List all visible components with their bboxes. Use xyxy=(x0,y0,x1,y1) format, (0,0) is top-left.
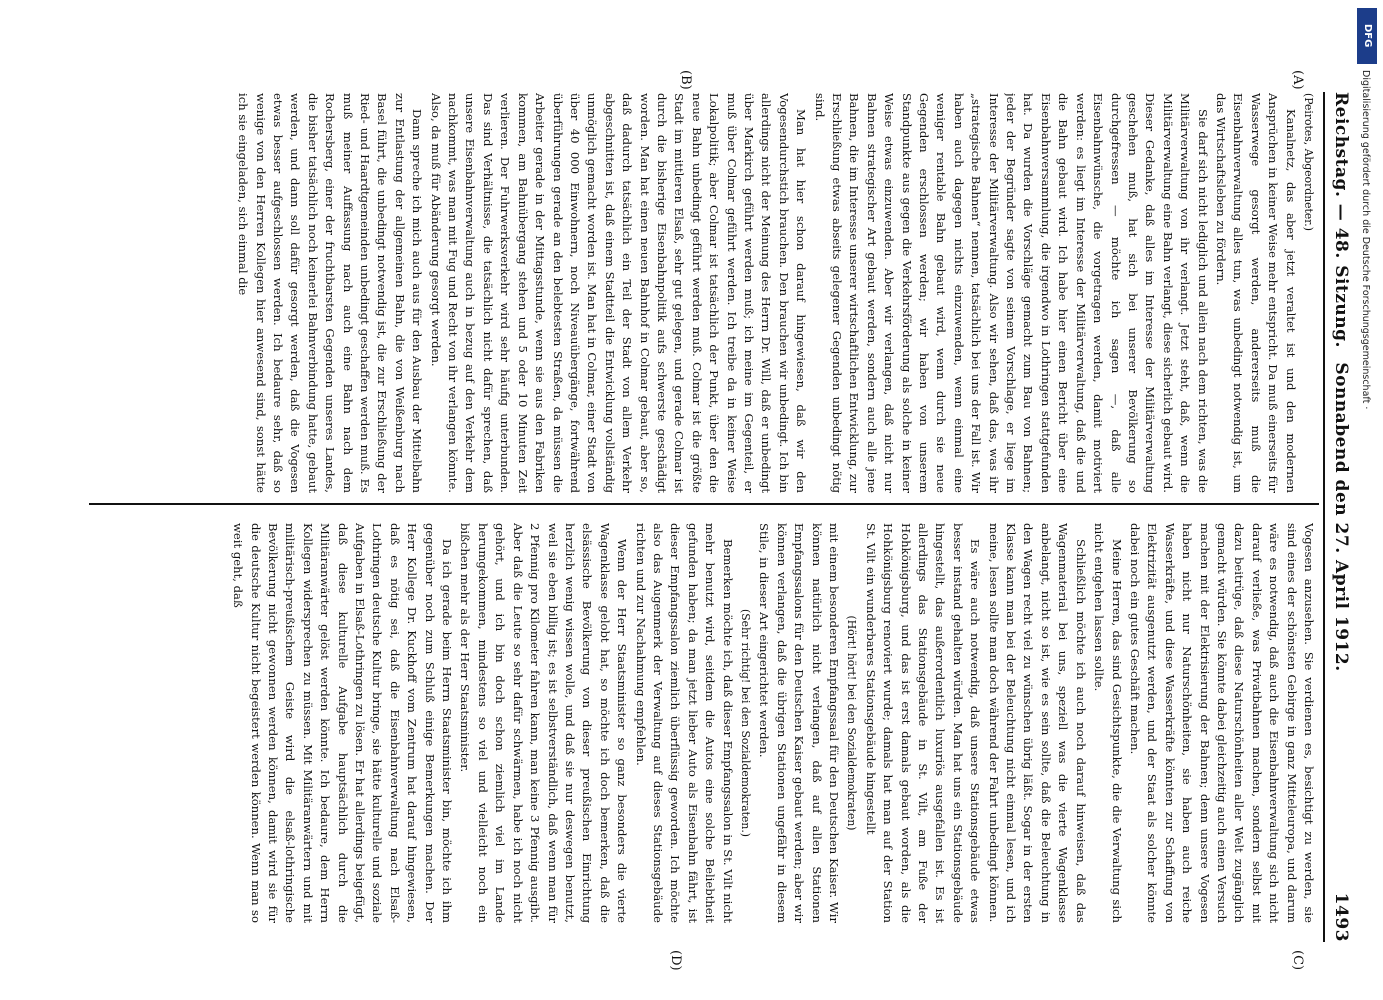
header-rule xyxy=(1323,92,1325,942)
paragraph: Sie darf sich nicht lediglich und allein nach dem richten, was die Militärverwaltung von ihr verlangt. Jetzt steht, daß, wenn die Militärverwaltung eine Bahn verlangt, diese sicherlich gebaut wird. Dieser Gedanke, daß alles im Interesse der Militärverwaltung geschehen muß, hat sich bei unserer Bevölkerung so durchgefressen — möchte ich sagen —, daß alle Eisenbahnwünsche, die vorgetragen werden, damit motiviert werden: es liegt im Interesse der Militärverwaltung, daß die und die Bahn gebaut wird. Ich habe hier einen Bericht über eine Eisenbahnversammlung, die irgendwo in Lothringen stattgefunden hat. Da wurden die Vorschläge gemacht zum Bau von Bahnen; jeder der Begründer sagte von seinem Vorschlage, er liege im Interesse der Militärverwaltung. Also wir sehen, daß das, was ihr „strategische Bahnen“ nennen, tatsächlich bei uns der Fall ist. Wir haben auch dagegen nichts einzuwenden, wenn einmal eine weniger rentable Bahn gebaut wird, wenn durch sie neue Gegenden erschlossen werden; wir haben von unserem Standpunkte aus gegen die Verkehrsförderung als solche in keiner Weise etwas einzuwenden. Aber wir verlangen, daß nicht nur Bahnen strategischer Art gebaut werden, sondern auch alle jene Bahnen, die im Interesse unserer wirtschaftlichen Entwicklung, zur Erschließung etwas abseits gelegener Gegenden unbedingt nötig sind. xyxy=(812,93,1210,493)
margin-marker-d: (D) xyxy=(668,950,683,971)
interjection: (Hört! hört! bei den Sozialdemokraten) xyxy=(845,615,859,831)
paragraph: Bemerken möchte ich, daß dieser Empfangssalon in St. Vilt nicht mehr benutzt wird, seitdem die Autos eine solche Beliebtheit gefunden haben; da man jetzt lieber Auto als Eisenbahn fährt, ist dieser Empfangssalon ziemlich überflüssig geworden. Ich möchte also das Augenmerk der Verwaltung auf dieses Stationsgebäude richten und zur Nachahmung empfehlen. xyxy=(633,523,735,923)
paragraph: mit einem besonderen Empfangssaal für den Deutschen Kaiser. Wir können natürlich nicht verlangen, daß auf allen Stationen Empfangssalons für den Deutschen Kaiser gebaut werden; aber wir können verlangen, daß die übrigen Stationen ungefähr in diesem Stile, in dieser Art eingerichtet werden. xyxy=(757,523,842,923)
paragraph: Man hat hier schon darauf hingewiesen, daß wir den Vogesendurchstich brauchen. Den brauchen wir unbedingt. Ich bin allerdings nicht der Meinung des Herrn Dr. Will, daß er unbedingt über Markirch geführt werden muß; ich meine im Gegenteil, er muß über Colmar geführt werden. Ich treibe da in keiner Weise Lokalpolitik; aber Colmar ist tatsächlich der Punkt, über den die neue Bahn unbedingt geführt werden muß. Colmar ist die größte Stadt im mittleren Elsaß, sehr gut gelegen, und gerade Colmar ist durch die bisherige Eisenbahnpolitik aufs schwerste geschädigt worden. Man hat einen neuen Bahnhof in Colmar gebaut, aber so, daß dadurch tatsächlich ein Teil der Stadt von allem Verkehr abgeschnitten ist, daß einem Stadtteil die Entwicklung vollständig unmöglich gemacht worden ist. Man hat in Colmar, einer Stadt von über 40 000 Einwohnern, noch Niveauübergänge, fortwährend überführungen gerade an den belebtesten Straßen, da müssen die Arbeiter gerade in der Mittagsstunde, wenn sie aus den Fabriken kommen, am Bahnübergang stehen und 5 oder 10 Minuten Zeit verlieren. Der Fuhrwerksverkehr wird sehr häufig unterbunden. Das sind Verhältnisse, die tatsächlich nicht dafür sprechen, daß unsere Eisenbahnverwaltung auch in bezug auf den Verkehr dem nachkommt, was man mit Fug und Recht von ihr verlangen könnte. Also, da muß für Abänderung gesorgt werden. xyxy=(428,93,809,493)
right-column xyxy=(87,523,1317,923)
page-number: 1493 xyxy=(1331,892,1351,942)
column-divider xyxy=(89,503,1319,505)
paragraph: Dann spreche ich mich auch aus für den Ausbau der Mittelbahn zur Entlastung der allgemeinen Bahn, die von Weißenburg nach Basel führt, die unbedingt notwendig ist, die zur Erschließung der Ried- und Haardtgemeinden unbedingt geschaffen werden muß. Es muß meiner Auffassung nach auch eine Bahn nach dem Rochersberg, einer der fruchtbarsten Gegenden unseres Landes, die bisher tatsächlich noch keinerlei Bahnverbindung hatte, gebaut werden, und dann soll dafür gesorgt werden, daß die Vogesen etwas besser aufgeschlossen werden. Ich bedaure sehr, daß so wenige von den Herren Kollegen hier anwesend sind, sonst hätte ich sie eingeladen, sich einmal die xyxy=(236,93,425,493)
paragraph: Kanalnetz, das aber jetzt veraltet ist und den modernen Ansprüchen in keiner Weise mehr entspricht. Da muß einerseits für Wasserwege gesorgt werden, andererseits muß die Eisenbahnverwaltung alles tun, was unbedingt notwendig ist, um das Wirtschaftsleben zu fördern. xyxy=(1213,93,1298,493)
digitization-note: Digitalisierung gefördert durch die Deutsche Forschungsgemeinschaft · xyxy=(1360,70,1371,410)
paragraph: Schließlich möchte ich auch noch darauf hinweisen, daß das Wagenmaterial bei uns, speziell was die vierte Wagenklasse anbelangt, nicht so ist, wie es sein sollte, daß die Beleuchtung in den Wagen recht viel zu wünschen übrig läßt. Sogar in der ersten Klasse kann man bei der Beleuchtung nicht einmal lesen, und ich meine, lesen sollte man doch während der Fahrt unbedingt können. xyxy=(986,523,1088,923)
header-date: Sonnabend den 27. April 1912. xyxy=(1331,362,1351,672)
left-column xyxy=(87,93,1317,493)
paragraph: Es wäre auch notwendig, daß unsere Stationsgebäude etwas besser instand gehalten würden. Man hat uns ein Stationsgebäude hingestellt, das außerordentlich luxuriös ausgefallen ist. Es ist allerdings das Stationsgebäude in St. Vilt, am Fuße der Hohkönigsburg, und das ist erst damals gebaut worden, als die Hohkönigsburg renoviert wurde; damals hat man auf der Station St. Vilt ein wunderbares Stationsgebäude hingestellt xyxy=(863,523,983,923)
paragraph: Da ich gerade beim Herrn Staatsminister bin, möchte ich ihm gegenüber noch zum Schluß einige Bemerkungen machen. Der Herr Kollege Dr. Kuckhoff vom Zentrum hat darauf hingewiesen, daß es nötig sei, daß die Eisenbahnverwaltung nach Elsaß-Lothringen deutsche Kultur bringe, sie hätte kulturelle und soziale Aufgaben in Elsaß-Lothringen zu lösen. Er hat allerdings beigefügt, daß diese kulturelle Aufgabe hauptsächlich durch die Militäranwärter gelöst werden könnte. Ich bedaure, dem Herrn Kollegen widersprechen zu müssen. Mit Militäranwärtern und mit militärisch-preußischem Geiste wird die elsaß-lothringische Bevölkerung nicht gewonnen werden können, damit wird sie für die deutsche Kultur nicht begeistert werden können. Wenn man so weit geht, daß xyxy=(231,523,455,923)
speaker-line: (Peirotes, Abgeordneter.) xyxy=(1302,93,1315,231)
paragraph: Wenn der Herr Staatsminister so ganz besonders die vierte Wagenklasse gelobt hat, so möchte ich doch bemerken, daß die elsässische Bevölkerung von dieser preußischen Einrichtung herzlich wenig wissen wolle, und daß sie nur deswegen benutzt, weil sie eben billig ist; es ist selbstverständlich, daß wenn man für 2 Pfennig pro Kilometer fahren kann, man keine 3 Pfennig ausgibt. Aber daß die Leute so sehr dafür schwärmen, habe ich noch nicht gehört, und ich bin doch schon ziemlich viel im Lande herumgekommen, mindestens so viel und vielleicht noch ein bißchen mehr als der Herr Staatsminister. xyxy=(458,523,630,923)
paragraph: Vogesen anzusehen. Sie verdienen es, besichtigt zu werden, sie sind eines der schönsten Gebirge in ganz Mitteleuropa, und darum wäre es notwendig, daß auch die Eisenbahnverwaltung sich nicht darauf verließe, was Privatbahnen machen, sondern selbst mit dazu beitrüge, daß diese Naturschönheiten aller Welt zugänglich gemacht würden. Sie könnte dabei gleichzeitig auch einen Versuch machen mit der Elektrisierung der Bahnen; denn unsere Vogesen haben nicht nur Naturschönheiten, sie haben auch reiche Wasserkräfte, und diese Wasserkräfte könnten zur Schaffung von Elektrizität ausgenutzt werden, und der Staat als solcher könnte dabei noch ein gutes Geschäft machen. xyxy=(1127,523,1316,923)
dfg-logo: DFG xyxy=(1357,8,1377,64)
interjection: (Sehr richtig! bei den Sozialdemokraten.) xyxy=(739,609,752,837)
margin-marker-a: (A) xyxy=(1290,70,1305,90)
paragraph: Meine Herren, das sind Gesichtspunkte, die die Verwaltung sich nicht entgehen lassen sollte. xyxy=(1092,523,1124,923)
margin-marker-c: (C) xyxy=(1290,950,1305,971)
header-session: Reichstag. — 48. Sitzung. xyxy=(1331,92,1351,348)
margin-marker-b: (B) xyxy=(678,70,693,90)
digitization-sidebar xyxy=(1354,0,1382,1000)
